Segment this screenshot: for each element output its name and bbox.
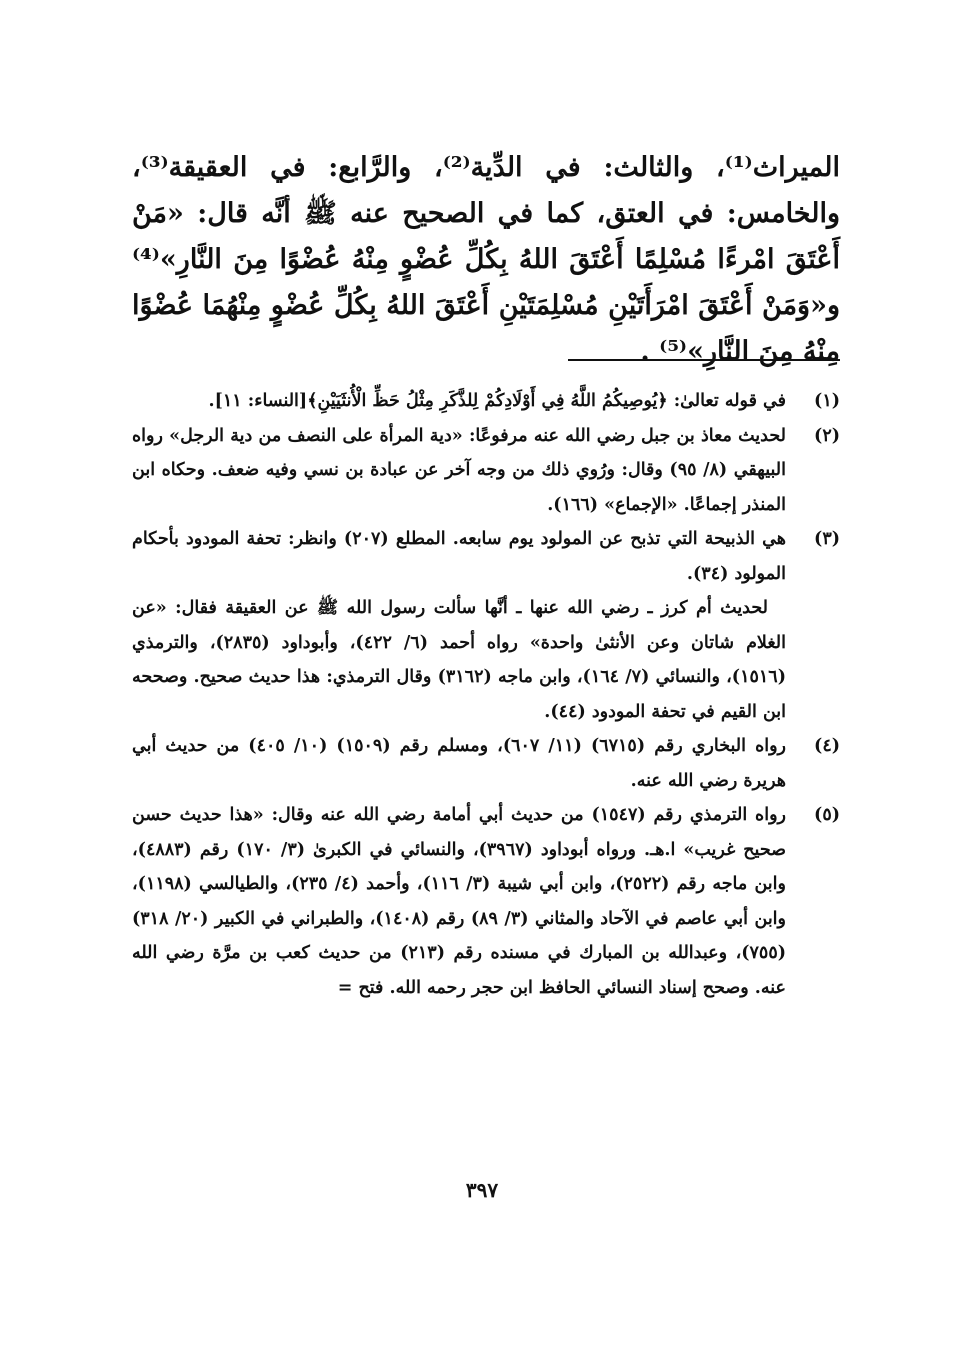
footnote-number: (٤) (814, 736, 840, 756)
footnote-number: (١) (814, 391, 840, 411)
footnote-1 (132, 384, 840, 419)
footnote-number: (٢) (814, 425, 840, 446)
footnote-body (132, 729, 786, 798)
footnote-number: (٣) (814, 529, 840, 549)
footnote-text: لحديث معاذ بن جبل رضي الله عنه مرفوعًا: «دية المرأة على النصف من دية الرجل» رواه البيهقي (٨/ ٩٥) وقال: ورُوي ذلك من وجه آخر عن عبادة بن نسي وفيه ضعف. وحكاه ابن المنذر إجماعًا. «الإجماع» (١٦٦). (132, 425, 787, 515)
footnotes-section (132, 384, 840, 1005)
footnote-5 (132, 798, 840, 1005)
footnote-text: في قوله تعالىٰ: ﴿يُوصِيكُمُ اللَّهُ فِي أَوْلَادِكُمْ لِلذَّكَرِ مِثْلُ حَظِّ الْأُنثَيَيْنِ﴾[النساء: ١١]. (208, 391, 786, 411)
main-body-text (132, 145, 840, 375)
footnote-2 (132, 419, 840, 523)
footnote-body (132, 419, 786, 523)
footnote-3 (132, 522, 840, 729)
page-number: ٣٩٧ (465, 1178, 499, 1202)
footnote-text: رواه الترمذي رقم (١٥٤٧) من حديث أبي أمامة رضي الله عنه وقال: «هذا حديث حسن صحيح غريب» ا.هـ. ورواه أبوداود (٣٩٦٧)، والنسائي في الكبرىٰ (٣/ ١٧٠) رقم (٤٨٨٣)، وابن ماجه رقم (٢٥٢٢)، وابن أبي شيبة (٣/ ١١٦)، وأحمد (٤/ ٢٣٥)، والطيالسي (١١٩٨)، وابن أبي عاصم في الآحاد والمثاني (٣/ ٨٩) رقم (١٤٠٨)، والطبراني في الكبير (٢٠/ ٣١٨) (٧٥٥)، وعبدالله بن المبارك في مسنده رقم (٢١٣) من حديث كعب بن مرَّة رضي الله عنه. وصحح إسناد النسائي الحافظ ابن حجر رحمه الله. فتح = (132, 805, 786, 998)
main-paragraph: الميراث⁽¹⁾، والثالث: في الدِّية⁽²⁾، والرَّابع: في العقيقة⁽³⁾، والخامس: في العتق، كما في الصحيح عنه ﷺ أنَّه قال: «مَنْ أَعْتَقَ امْرءًا مُسْلِمًا أَعْتَقَ اللهُ بِكُلِّ عُضْوٍ مِنْهُ عُضْوًا مِنَ النَّارِ»⁽⁴⁾ و«وَمَنْ أَعْتَقَ امْرَأَتَيْنِ مُسْلِمَتَيْنِ أَعْتَقَ اللهُ بِكُلِّ عُضْوٍ مِنْهُمَا عُضْوًا مِنْهُ مِنَ النَّارِ»⁽⁵⁾ . (132, 152, 840, 367)
footnote-text: رواه البخاري رقم (٦٧١٥) (١١/ ٦٠٧)، ومسلم رقم (١٥٠٩) (١٠/ ٤٠٥) من حديث أبي هريرة رضي الله عنه. (132, 736, 786, 791)
footnote-body (132, 798, 786, 1005)
footnote-divider (568, 359, 840, 361)
footnote-text: لحديث أم كرز ـ رضي الله عنها ـ أنَّها سألت رسول الله ﷺ عن العقيقة فقال: «عن الغلام شاتان وعن الأنثىٰ واحدة» رواه أحمد (٦/ ٤٢٢)، وأبوداود (٢٨٣٥)، والترمذي (١٥١٦)، والنسائي (٧/ ١٦٤)، وابن ماجه (٣١٦٢) وقال الترمذي: هذا حديث صحيح. وصححه ابن القيم في تحفة المودود (٤٤). (132, 598, 786, 722)
footnote-4 (132, 729, 840, 798)
footnote-number: (٥) (814, 805, 840, 825)
footnote-body (132, 522, 786, 729)
footnote-text: هي الذبيحة التي تذبح عن المولود يوم سابعه. المطلع (٢٠٧) وانظر: تحفة المودود بأحكام المولود (٣٤). (132, 529, 786, 584)
footnote-body (132, 384, 786, 419)
